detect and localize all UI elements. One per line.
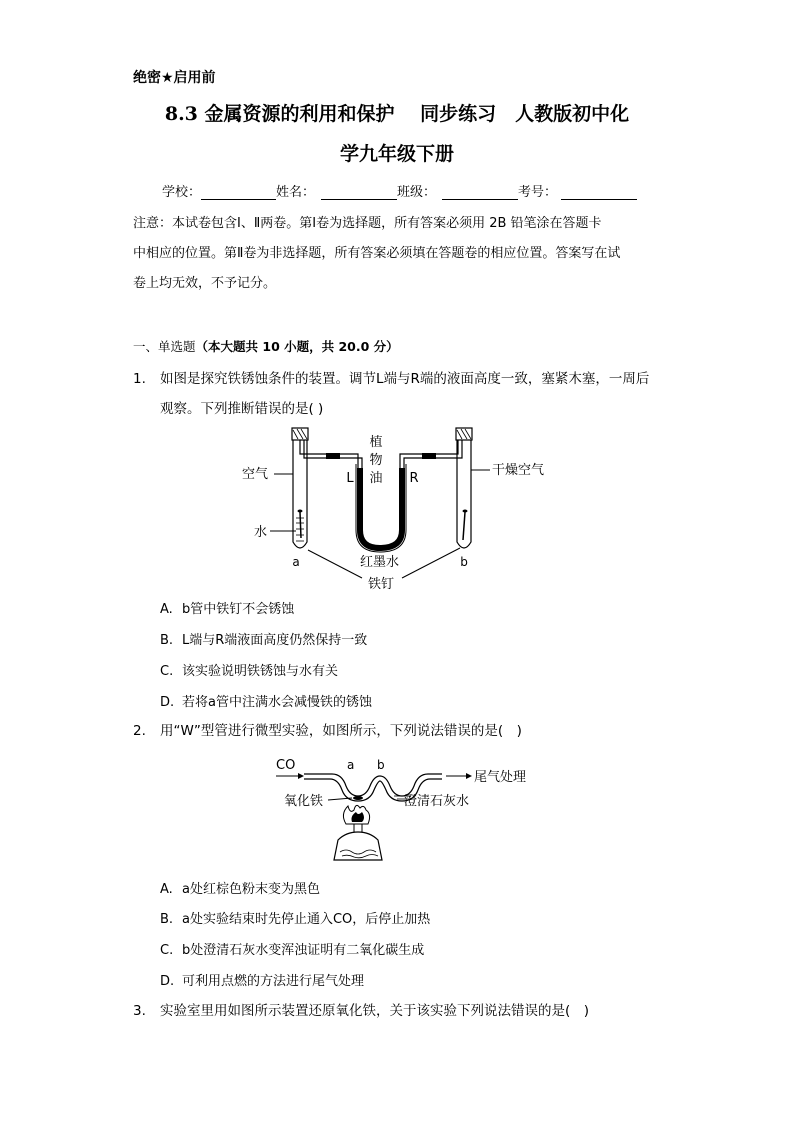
water-label: 水 [254,525,268,540]
question-number: 2. [133,723,146,739]
name-field[interactable] [321,185,397,200]
co-label: CO [276,758,296,773]
option-text: a处红棕色粉末变为黑色 [182,882,320,897]
notice-line: 卷上均无效，不予记分。 [133,276,277,291]
question-stem-text: 如图是探究铁锈蚀条件的装置。调节L端与R端的液面高度一致，塞紧木塞，一周后 [160,371,650,387]
oil-label: 油 [369,471,383,486]
option-text: a处实验结束时先停止通入CO，后停止加热 [182,912,431,927]
limewater-label: 澄清石灰水 [404,794,470,809]
question-3-stem [133,996,589,1026]
red-ink-label: 红墨水 [360,555,400,570]
nail-label: 铁钉 [368,577,395,592]
question-1-stem [133,364,649,394]
notice-line: 中相应的位置。第Ⅱ卷为非选择题，所有答案必须填在答题卷的相应位置。答案写在试 [133,246,621,261]
w-tube-figure [270,752,530,864]
question-stem-text: 用“W”型管进行微型实验，如图所示，下列说法错误的是( ) [160,723,522,739]
option-letter: C. [160,664,174,679]
label-L: L [346,471,354,486]
tail-gas-label: 尾气处理 [474,770,527,785]
label-b: b [460,555,468,569]
oil-label: 植 [369,435,383,450]
test-tube-a [293,440,307,548]
dry-air-label: 干燥空气 [492,463,545,478]
option-text: 若将a管中注满水会减慢铁的锈蚀 [182,695,372,710]
section-title-prefix: 一、单选题 [133,339,196,354]
label-a: a [292,555,300,569]
option-c[interactable] [160,660,338,679]
iron-rust-apparatus-figure [230,420,570,595]
iron-nail-a [300,512,301,538]
notice-line: 注意：本试卷包含Ⅰ、Ⅱ两卷。第Ⅰ卷为选择题，所有答案必须用 2B 铅笔涂在答题卡 [133,216,602,231]
option-c[interactable] [160,939,424,958]
student-info [162,181,637,200]
option-text: L端与R端液面高度仍然保持一致 [182,633,368,648]
option-letter: D. [160,695,175,710]
question-number: 3. [133,1003,146,1019]
option-d[interactable] [160,970,364,989]
section-title-detail: （本大题共 10 小题，共 20.0 分） [195,339,399,354]
option-text: b处澄清石灰水变浑浊证明有二氧化碳生成 [182,943,425,958]
option-text: 可利用点燃的方法进行尾气处理 [182,974,365,989]
label-b: b [377,758,385,772]
question-number: 1. [133,371,146,387]
oil-label: 物 [369,453,383,468]
option-letter: B. [160,633,174,648]
option-b[interactable] [160,629,367,648]
question-stem-text: 实验室里用如图所示装置还原氧化铁，关于该实验下列说法错误的是( ) [160,1003,590,1019]
school-label: 学校： [162,185,202,200]
iron-oxide-powder [353,796,363,800]
notice [133,209,661,299]
right-connector [422,453,436,459]
page-title-line1: 8.3 金属资源的利用和保护 同步练习 人教版初中化 [164,103,630,125]
option-letter: B. [160,912,174,927]
iron-nail-b [463,512,465,540]
page-title-line2: 学九年级下册 [339,143,454,165]
label-a: a [347,758,355,772]
left-connector [326,453,340,459]
option-a[interactable] [160,598,294,617]
name-label: 姓名： [276,185,316,200]
question-1-stem-line2: 观察。下列推断错误的是( ) [160,401,324,417]
option-b[interactable] [160,908,430,927]
section-title [133,337,399,355]
question-2-stem [133,716,522,746]
option-letter: A. [160,882,173,897]
option-text: 该实验说明铁锈蚀与水有关 [182,664,339,679]
iron-oxide-label: 氧化铁 [284,794,324,809]
label-R: R [409,471,419,486]
school-field[interactable] [201,185,276,200]
air-label: 空气 [242,467,269,482]
option-letter: A. [160,602,173,617]
option-a[interactable] [160,878,320,897]
secret-label: 绝密★启用前 [133,70,216,86]
class-field[interactable] [442,185,518,200]
exam-no-label: 考号： [518,185,558,200]
option-d[interactable] [160,691,372,710]
class-label: 班级： [397,185,437,200]
option-text: b管中铁钉不会锈蚀 [182,602,295,617]
exam-no-field[interactable] [561,185,637,200]
option-letter: C. [160,943,174,958]
alcohol-lamp [334,832,382,860]
option-letter: D. [160,974,175,989]
